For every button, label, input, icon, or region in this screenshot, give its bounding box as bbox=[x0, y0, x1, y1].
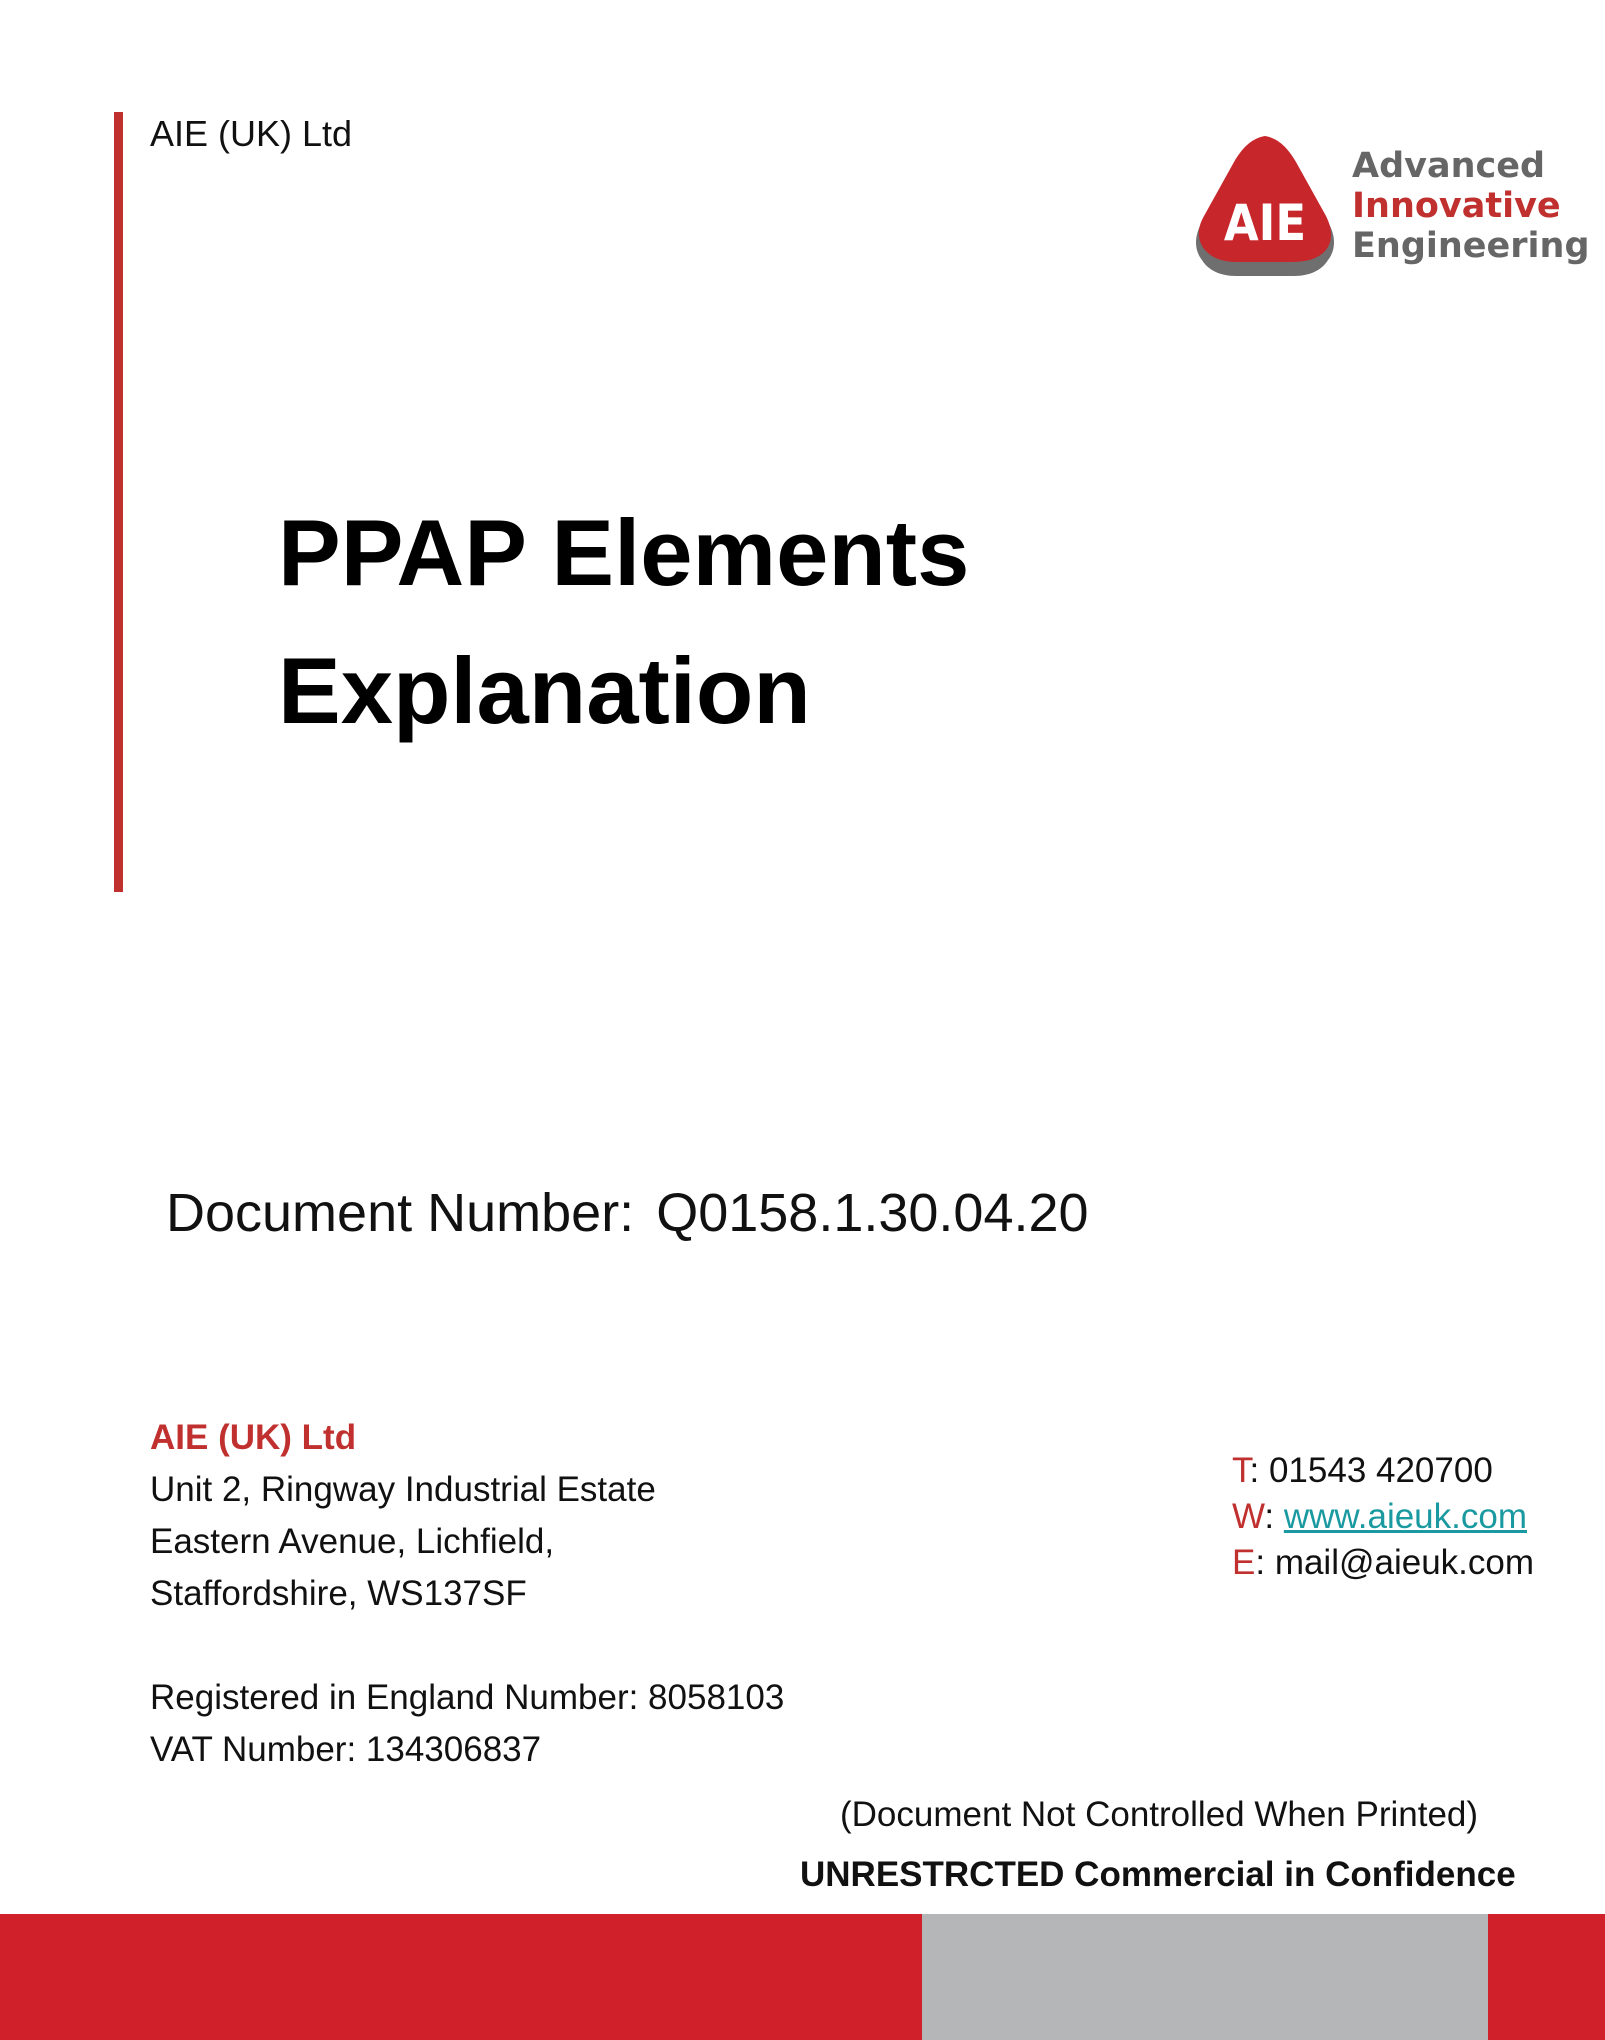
logo-word-innovative: Innovative bbox=[1352, 186, 1561, 226]
not-controlled-notice: (Document Not Controlled When Printed) bbox=[840, 1795, 1479, 1834]
contact-web: W: www.aieuk.com bbox=[1232, 1497, 1527, 1536]
footer-bar-grey bbox=[922, 1914, 1488, 2040]
logo-mark-icon bbox=[1190, 136, 1340, 286]
logo-word-engineering: Engineering bbox=[1352, 226, 1590, 266]
header-company-name: AIE (UK) Ltd bbox=[150, 113, 353, 154]
document-number-label: Document Number: bbox=[166, 1183, 635, 1243]
contact-email-value: mail@aieuk.com bbox=[1274, 1543, 1535, 1582]
vat-number: VAT Number: 134306837 bbox=[150, 1730, 542, 1769]
address-line-2: Eastern Avenue, Lichfield, bbox=[150, 1522, 555, 1561]
contact-email: E: mail@aieuk.com bbox=[1232, 1543, 1535, 1582]
contact-email-key: E bbox=[1232, 1543, 1256, 1582]
document-number bbox=[166, 1180, 1089, 1246]
address-line-3: Staffordshire, WS137SF bbox=[150, 1574, 527, 1613]
company-logo bbox=[1190, 136, 1590, 286]
document-title-line-2: Explanation bbox=[278, 638, 811, 743]
document-number-value: Q0158.1.30.04.20 bbox=[656, 1183, 1089, 1243]
contact-phone-key: T bbox=[1232, 1451, 1250, 1490]
footer-bar-red-left bbox=[0, 1914, 922, 2040]
contact-phone-value: 01543 420700 bbox=[1268, 1451, 1493, 1490]
contact-block bbox=[1232, 1448, 1534, 1586]
company-address-block bbox=[150, 1412, 784, 1776]
website-link[interactable]: www.aieuk.com bbox=[1283, 1497, 1527, 1536]
registration-number: Registered in England Number: 8058103 bbox=[150, 1678, 785, 1717]
logo-word-advanced: Advanced bbox=[1352, 146, 1546, 186]
logo-wordmark bbox=[1352, 146, 1590, 266]
logo-mark-text: AIE bbox=[1223, 194, 1307, 252]
left-accent-rule bbox=[114, 112, 123, 892]
document-title bbox=[278, 484, 969, 760]
document-title-line-1: PPAP Elements bbox=[278, 500, 970, 605]
contact-web-key: W bbox=[1232, 1497, 1265, 1536]
address-company-name: AIE (UK) Ltd bbox=[150, 1418, 357, 1457]
address-spacer bbox=[150, 1620, 784, 1672]
contact-phone: T: 01543 420700 bbox=[1232, 1451, 1493, 1490]
footer-bar-red-right bbox=[1488, 1914, 1605, 2040]
address-line-1: Unit 2, Ringway Industrial Estate bbox=[150, 1470, 656, 1509]
classification-notice: UNRESTRCTED Commercial in Confidence bbox=[800, 1855, 1516, 1894]
